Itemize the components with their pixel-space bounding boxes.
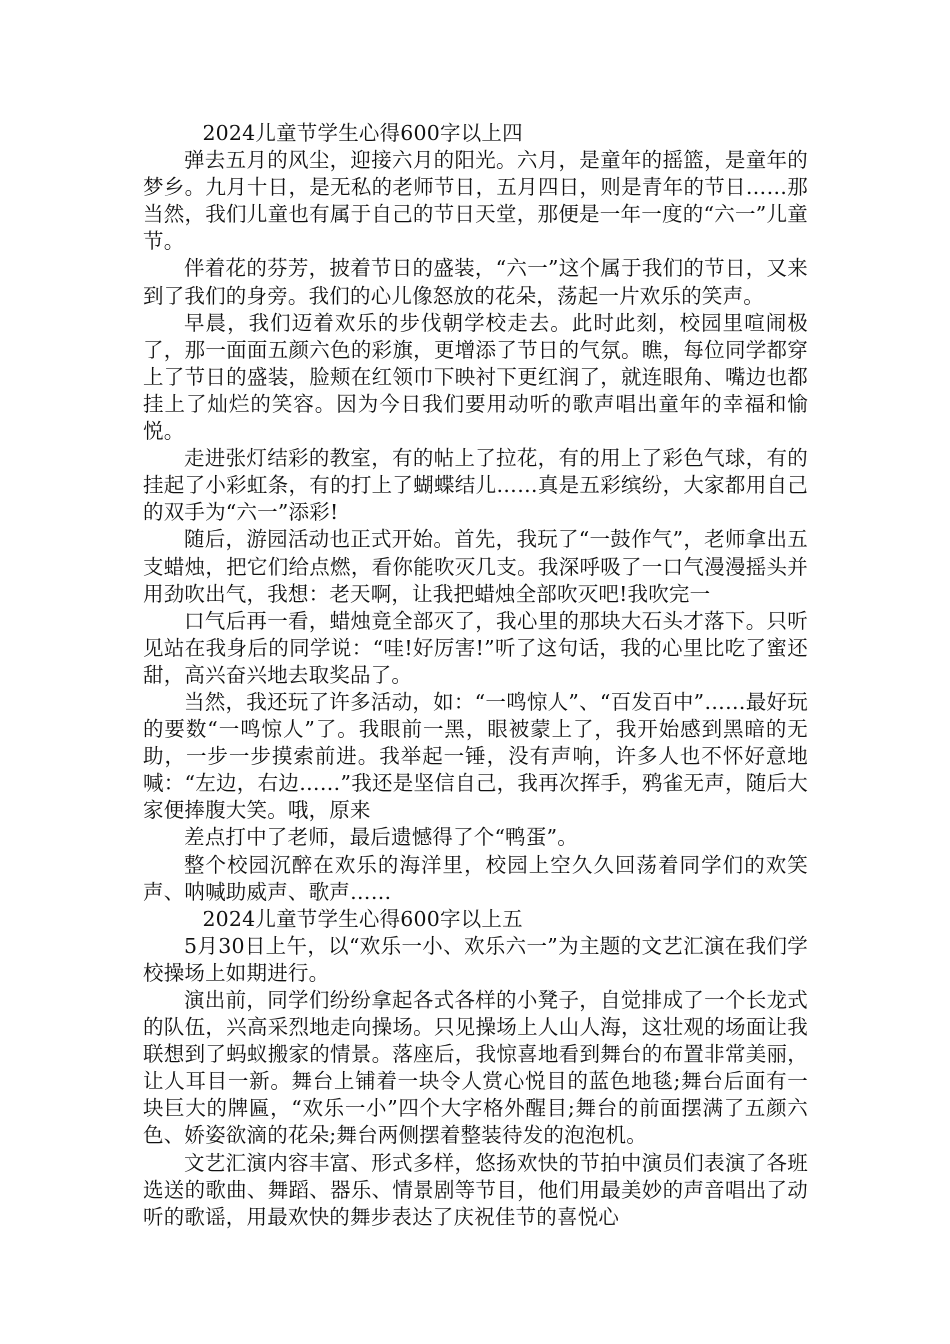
paragraph: 5月30日上午，以“欢乐一小、欢乐六一”为主题的文艺汇演在我们学校操场上如期进行。 <box>143 933 808 985</box>
paragraph: 当然，我还玩了许多活动，如：“一鸣惊人”、“百发百中”……最好玩的要数“一鸣惊人”了。我眼前一黑，眼被蒙上了，我开始感到黑暗的无助，一步一步摸索前进。我举起一锤，没有声响，许多人也不怀好意地喊：“左边，右边……”我还是坚信自己，我再次挥手，鸦雀无声，随后大家便捧腹大笑。哦，原来 <box>143 689 808 823</box>
paragraph: 随后，游园活动也正式开始。首先，我玩了“一鼓作气”，老师拿出五支蜡烛，把它们给点燃，看你能吹灭几支。我深呼吸了一口气漫漫摇头并用劲吹出气，我想：老天啊，让我把蜡烛全部吹灭吧!我吹完一 <box>143 527 808 606</box>
paragraph: 差点打中了老师，最后遗憾得了个“鸭蛋”。 <box>184 825 578 850</box>
section-heading: 2024儿童节学生心得600字以上四 <box>202 121 523 145</box>
paragraph: 文艺汇演内容丰富、形式多样，悠扬欢快的节拍中演员们表演了各班选送的歌曲、舞蹈、器乐、情景剧等节目，他们用最美妙的声音唱出了动听的歌谣，用最欢快的舞步表达了庆祝佳节的喜悦心 <box>143 1150 808 1229</box>
paragraph: 早晨，我们迈着欢乐的步伐朝学校走去。此时此刻，校园里喧闹极了，那一面面五颜六色的彩旗，更增添了节日的气氛。瞧，每位同学都穿上了节日的盛装，脸颊在红领巾下映衬下更红润了，就连眼角、嘴边也都挂上了灿烂的笑容。因为今日我们要用动听的歌声唱出童年的幸福和愉悦。 <box>143 310 808 444</box>
paragraph: 走进张灯结彩的教室，有的帖上了拉花，有的用上了彩色气球，有的挂起了小彩虹条，有的打上了蝴蝶结儿……真是五彩缤纷，大家都用自己的双手为“六一”添彩! <box>143 446 808 525</box>
paragraph: 演出前，同学们纷纷拿起各式各样的小凳子，自觉排成了一个长龙式的队伍，兴高采烈地走向操场。只见操场上人山人海，这壮观的场面让我联想到了蚂蚁搬家的情景。落座后，我惊喜地看到舞台的布置非常美丽，让人耳目一新。舞台上铺着一块令人赏心悦目的蓝色地毯;舞台后面有一块巨大的牌匾，“欢乐一小”四个大字格外醒目;舞台的前面摆满了五颜六色、娇姿欲滴的花朵;舞台两侧摆着整装待发的泡泡机。 <box>143 988 808 1148</box>
paragraph: 整个校园沉醉在欢乐的海洋里，校园上空久久回荡着同学们的欢笑声、呐喊助威声、歌声…… <box>143 852 808 904</box>
paragraph: 伴着花的芬芳，披着节日的盛装，“六一”这个属于我们的节日，又来到了我们的身旁。我们的心儿像怒放的花朵，荡起一片欢乐的笑声。 <box>143 256 808 308</box>
section-heading: 2024儿童节学生心得600字以上五 <box>202 906 523 931</box>
document-body <box>143 120 808 1231</box>
paragraph: 口气后再一看，蜡烛竟全部灭了，我心里的那块大石头才落下。只听见站在我身后的同学说：“哇!好厉害!”听了这句话，我的心里比吃了蜜还甜，高兴奋兴地去取奖品了。 <box>143 608 808 687</box>
paragraph: 弹去五月的风尘，迎接六月的阳光。六月，是童年的摇篮，是童年的梦乡。九月十日，是无私的老师节日，五月四日，则是青年的节日……那当然，我们儿童也有属于自己的节日天堂，那便是一年一度的“六一”儿童节。 <box>143 148 808 254</box>
